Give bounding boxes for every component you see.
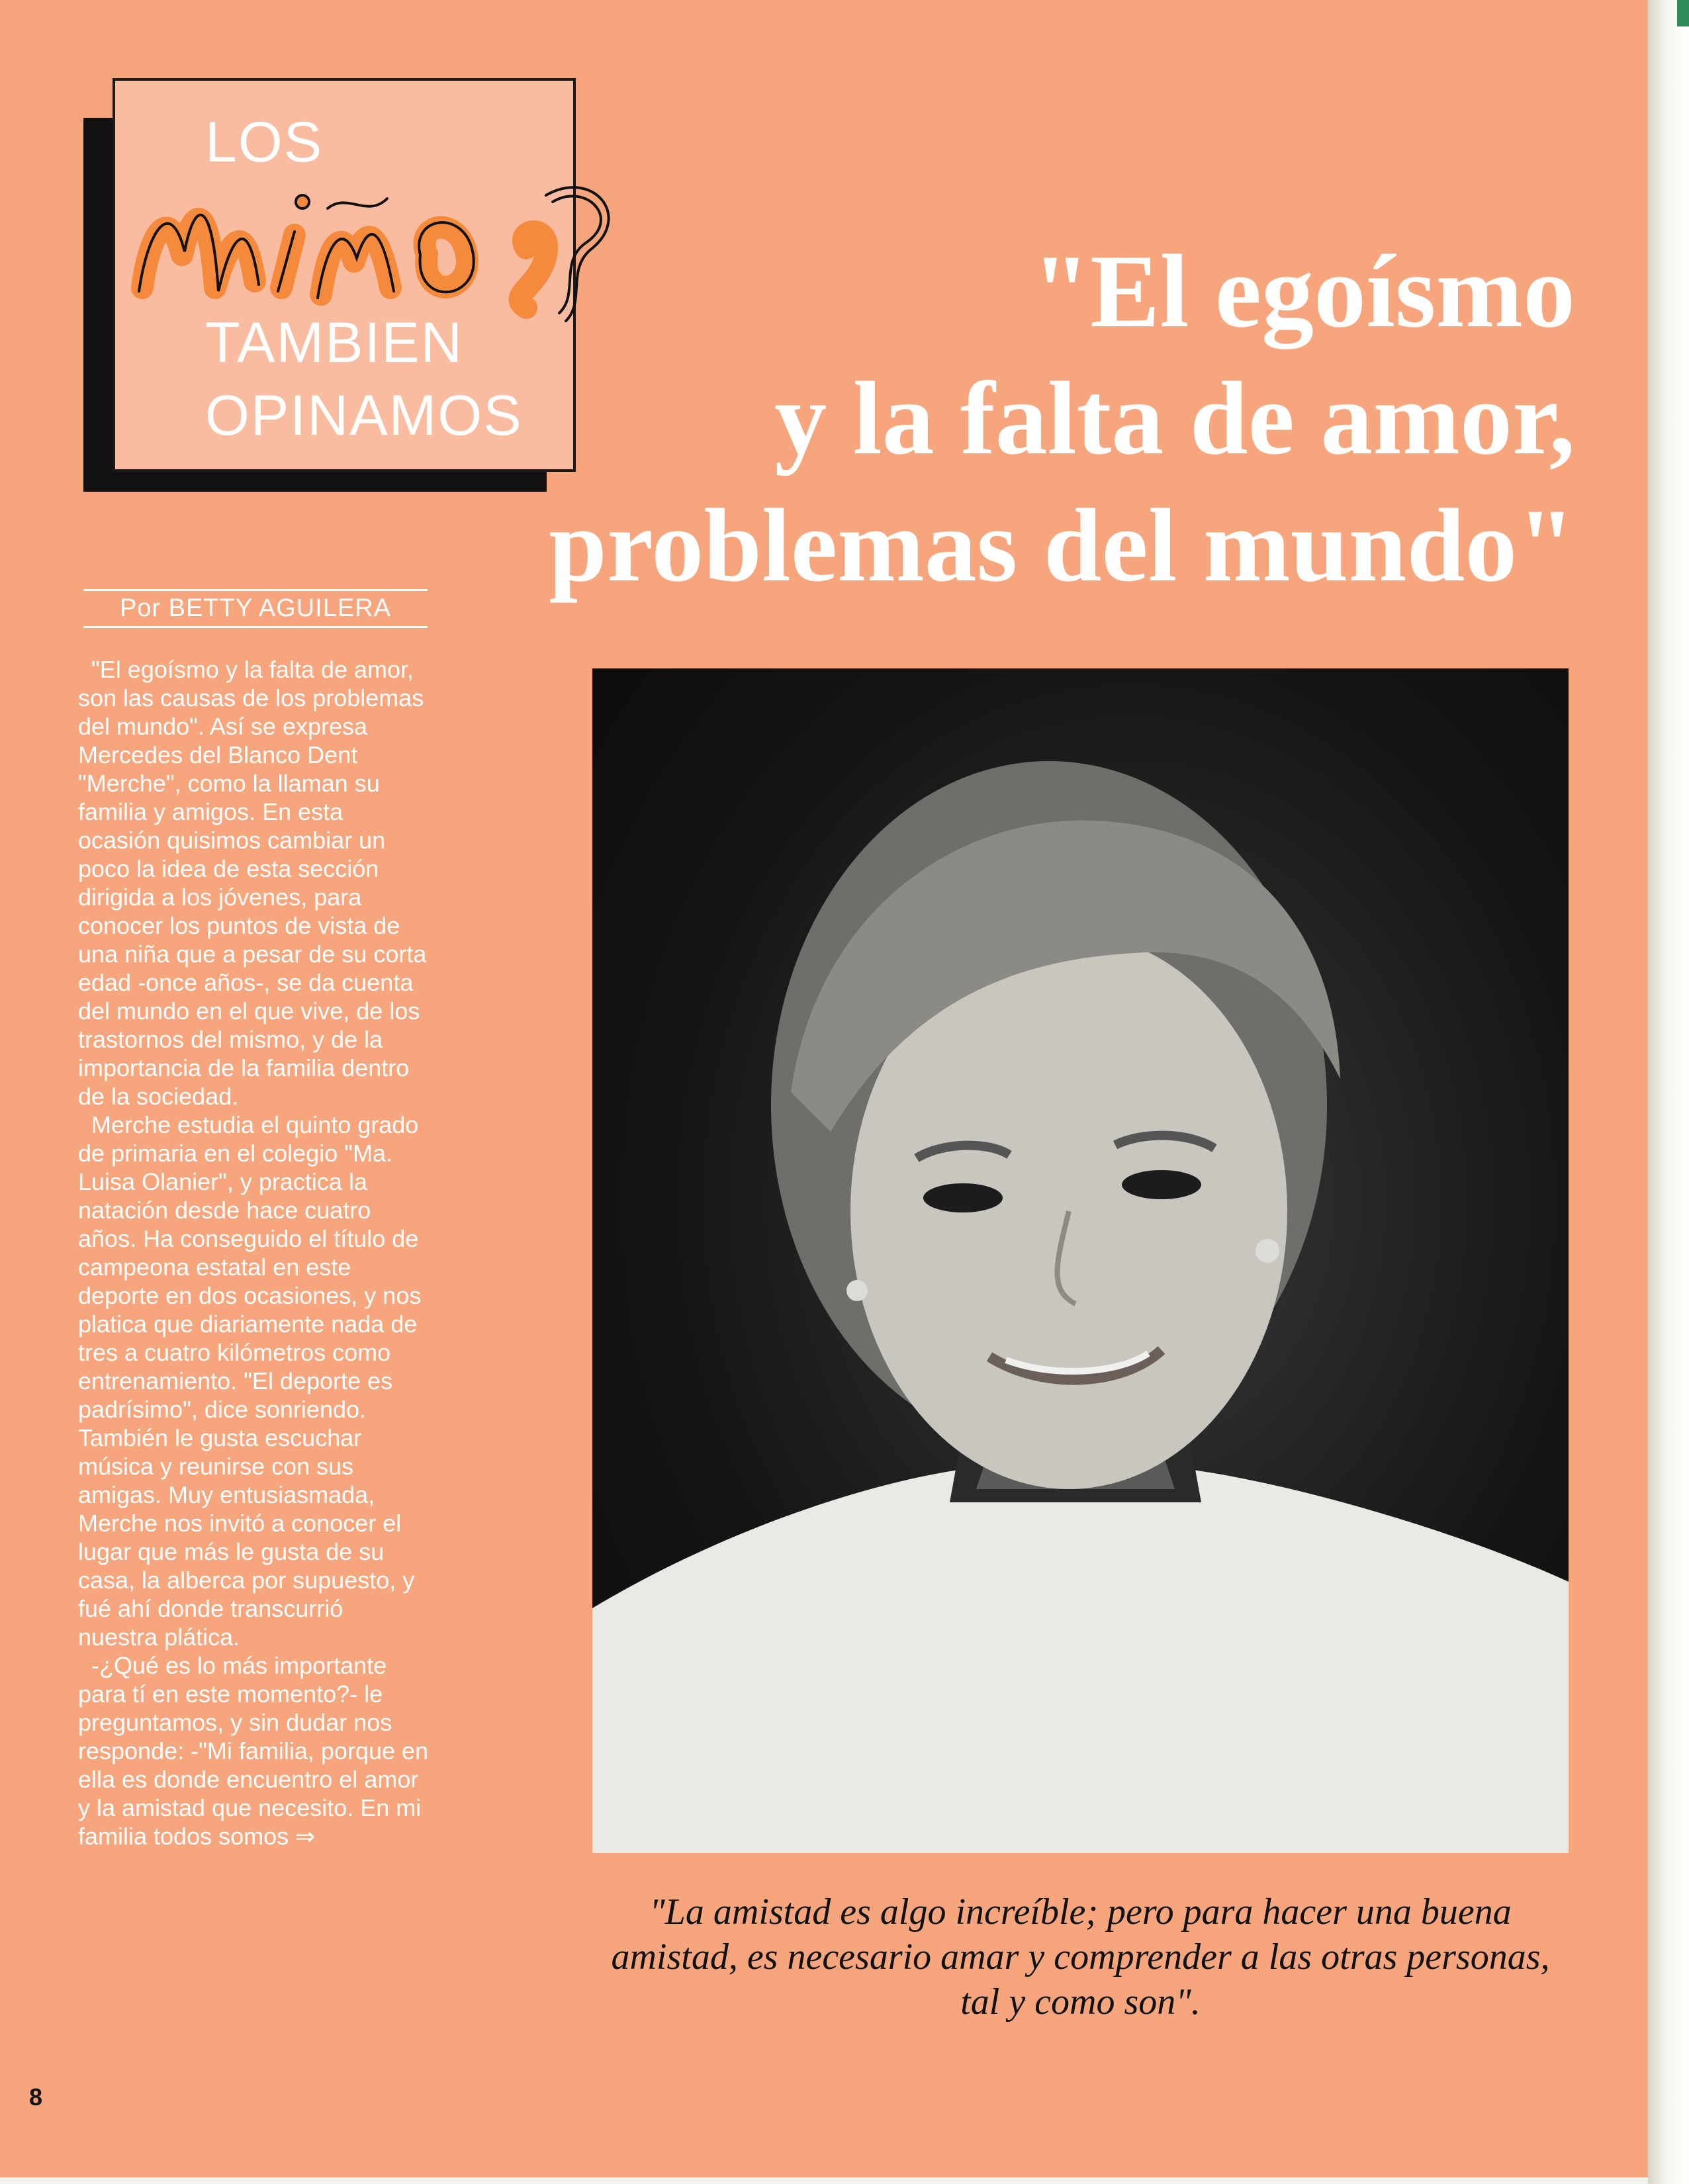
photo-caption: "La amistad es algo increíble; pero para hacer una buena amistad, es necesario amar y comprender a las otras personas, tal y como son".: [611, 1891, 1550, 2023]
page-number: 8: [29, 2083, 43, 2111]
headline-line-3: problemas del mundo": [549, 488, 1575, 604]
byline: Por BETTY AGUILERA: [119, 594, 392, 622]
logo-los: LOS: [205, 111, 324, 174]
headline-line-2: y la falta de amor,: [774, 361, 1575, 477]
body-paragraph-2: Merche estudia el quinto grado de primaria en el colegio "Ma. Luisa Olanier", y practica la natación desde hace cuatro años. Ha conseguido el título de campeona estatal en este deporte en dos ocasiones, y nos platica que diariamente nada de tres a cuatro kilómetros como entrenamiento. "El deporte es padrísimo", dice sonriendo. También le gusta escuchar música y reunirse con sus amigas. Muy entusiasmada, Merche nos invitó a conocer el lugar que más le gusta de su casa, la alberca por supuesto, y fué ahí donde transcurrió nuestra plática.: [78, 1111, 422, 1651]
body-paragraph-1: "El egoísmo y la falta de amor, son las causas de los problemas del mundo". Así se expresa Mercedes del Blanco Dent "Merche", como la llaman su familia y amigos. En esta ocasión quisimos cambiar un poco la idea de esta sección dirigida a los jóvenes, para conocer los puntos de vista de una niña que a pesar de su corta edad -once años-, se da cuenta del mundo en el que vive, de los trastornos del mismo, y de la importancia de la familia dentro de la sociedad.: [78, 656, 427, 1110]
byline-rule-bottom: [83, 626, 428, 628]
headline: [450, 228, 1575, 610]
portrait-photo: [592, 668, 1569, 1853]
page-edge-tab: [1677, 0, 1689, 26]
body-paragraph-3: -¿Qué es lo más importante para tí en este momento?- le preguntamos, y sin dudar nos responde: -"Mi familia, porque en ella es donde encuentro el amor y la amistad que necesito. En mi familia todos somos ⇒: [78, 1652, 429, 1850]
article-body: [78, 655, 429, 1850]
headline-line-1: "El egoísmo: [1032, 234, 1575, 349]
portrait-illustration: [592, 668, 1569, 1853]
logo-tambien: TAMBIEN: [205, 311, 463, 375]
byline-rule-top: [83, 589, 428, 591]
logo-opinamos: OPINAMOS: [205, 384, 523, 447]
page-edge: [1648, 0, 1689, 2184]
